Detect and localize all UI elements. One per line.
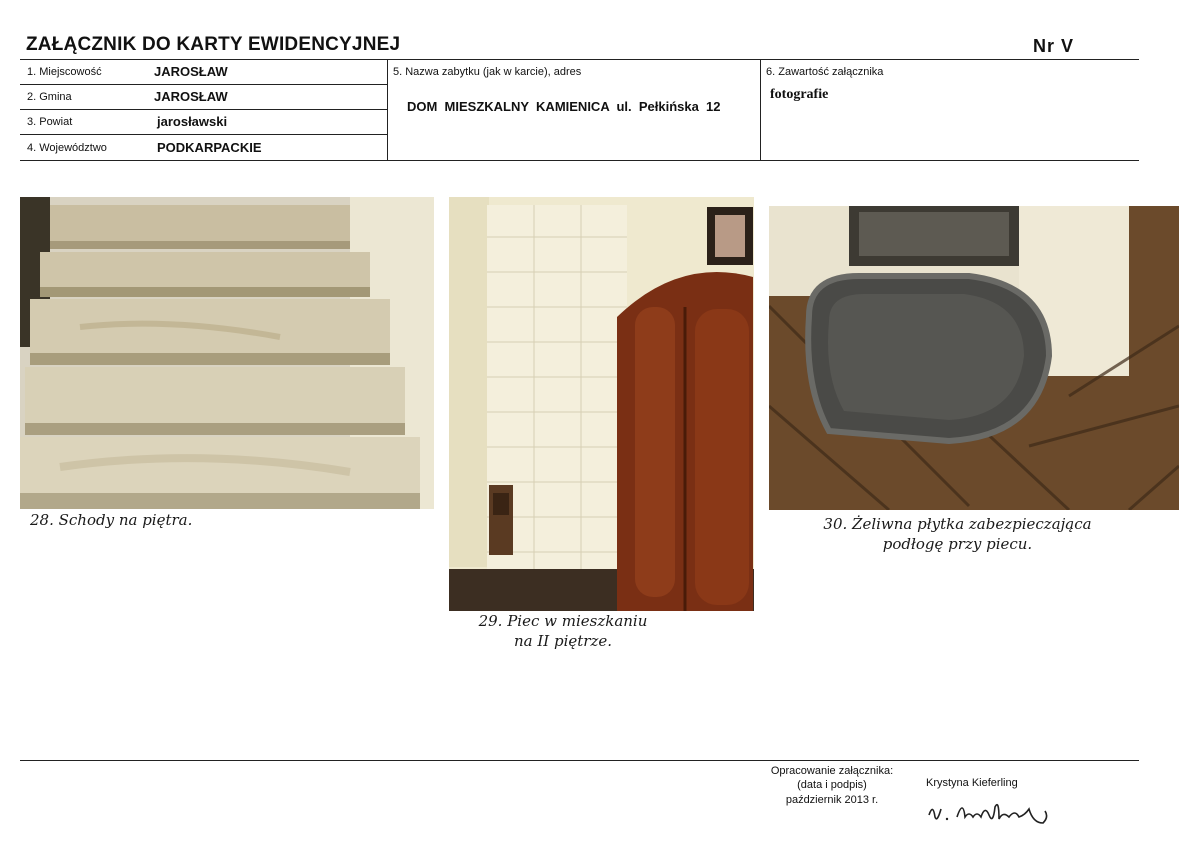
nazwa-label: 5. Nazwa zabytku (jak w karcie), adres <box>393 66 582 78</box>
author-signature <box>925 795 1055 829</box>
table-row-line-3 <box>20 134 388 135</box>
photo-stove <box>449 197 754 611</box>
footer-line <box>20 760 1139 761</box>
table-top-line <box>20 59 1139 60</box>
prepared-by-note: (data i podpis) <box>797 779 867 792</box>
nazwa-value: DOM MIESZKALNY KAMIENICA ul. Pełkińska 12 <box>407 99 721 114</box>
powiat-value: jarosławski <box>157 114 228 129</box>
photo-caption-30-line2: podłogę przy piecu. <box>882 534 1033 553</box>
miejscowosc-value: JAROSŁAW <box>154 64 228 79</box>
photo-caption-28 <box>30 511 192 531</box>
photo-caption-29 <box>458 612 668 651</box>
photo-caption-29-line2: na II piętrze. <box>513 631 612 650</box>
powiat-label: 3. Powiat <box>27 116 73 128</box>
wojewodztwo-label: 4. Województwo <box>27 142 107 154</box>
gmina-value: JAROSŁAW <box>154 89 228 104</box>
photo-iron-plate <box>769 206 1179 510</box>
photo-caption-29-line1: 29. Piec w mieszkaniu <box>478 612 648 630</box>
photo-stairs <box>20 197 434 509</box>
document-title: ZAŁĄCZNIK DO KARTY EWIDENCYJNEJ <box>26 34 401 55</box>
table-divider-1 <box>387 59 388 161</box>
wojewodztwo-value: PODKARPACKIE <box>157 140 262 155</box>
zawartosc-value: fotografie <box>770 87 829 102</box>
prepared-by-block <box>752 764 912 807</box>
photo-caption-30 <box>790 515 1125 554</box>
attachment-number: Nr V <box>1033 36 1075 56</box>
prepared-by-label: Opracowanie załącznika: <box>770 765 894 777</box>
photo-caption-30-line1: 30. Żeliwna płytka zabezpieczająca <box>823 515 1092 533</box>
table-row-line-1 <box>20 84 388 85</box>
photo-caption-28-line1: 28. Schody na piętra. <box>30 511 193 529</box>
table-divider-2 <box>760 59 761 161</box>
zawartosc-label: 6. Zawartość załącznika <box>766 66 884 78</box>
table-bottom-line <box>20 160 1139 161</box>
table-row-line-2 <box>20 109 388 110</box>
author-name: Krystyna Kieferling <box>926 777 1018 789</box>
miejscowosc-label: 1. Miejscowość <box>27 66 102 78</box>
gmina-label: 2. Gmina <box>27 91 72 103</box>
prepared-date: październik 2013 r. <box>785 793 879 806</box>
